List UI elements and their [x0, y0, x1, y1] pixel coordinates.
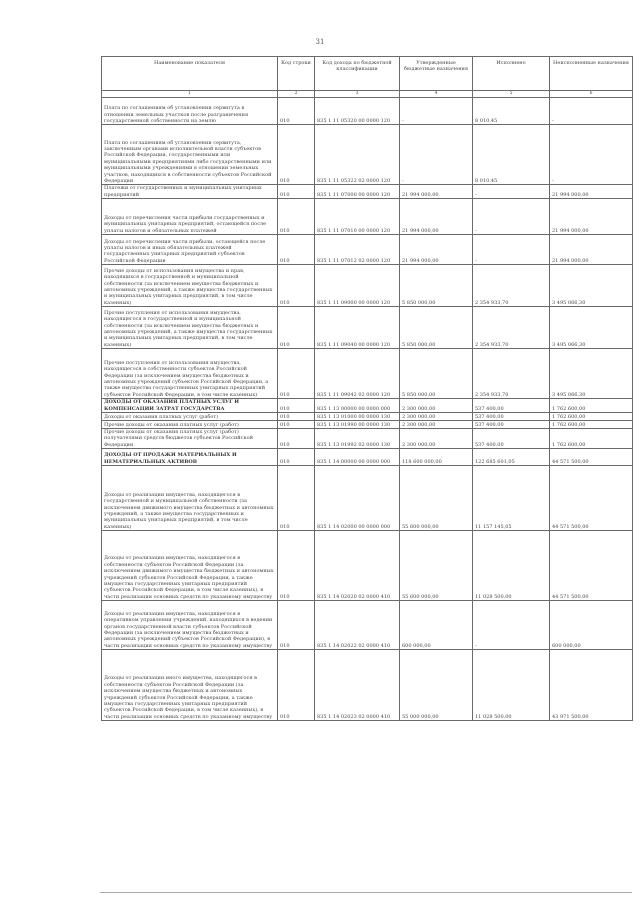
approved-amount-cell: 21 994 000,00	[400, 185, 473, 199]
budget-classification-code-cell: 835 1 11 05322 02 0000 120	[315, 125, 400, 185]
line-code-cell: 010	[278, 466, 315, 531]
executed-amount-cell: -	[473, 235, 550, 265]
column-number: 5	[473, 91, 550, 98]
name-cell: Платежи от государственных и муниципальных унитарных предприятий	[102, 185, 278, 199]
name-cell: Доходы от реализации имущества, находящегося в оперативном управлении учреждений, находящихся в ведении органов государственной власти субъектов Российской Федерации (за исключением имущества бюджетных и автономных учреждений субъектов Российской Федерации), в части реализации основных средств по указанному имуществу	[102, 601, 278, 650]
unexecuted-amount-cell: 3 495 066,30	[550, 265, 633, 307]
table-row	[102, 265, 633, 307]
executed-amount-cell: -	[473, 601, 550, 650]
budget-classification-code-cell: 835 1 13 01000 00 0000 130	[315, 413, 400, 421]
line-code-cell: 010	[278, 449, 315, 466]
unexecuted-amount-cell: -	[550, 125, 633, 185]
approved-amount-cell: 2 300 000,00	[400, 413, 473, 421]
unexecuted-amount-cell: 44 571 500,00	[550, 531, 633, 601]
table-row	[102, 466, 633, 531]
name-cell: ДОХОДЫ ОТ ОКАЗАНИЯ ПЛАТНЫХ УСЛУГ И КОМПЕНСАЦИИ ЗАТРАТ ГОСУДАРСТВА	[102, 399, 278, 413]
name-cell: Доходы от перечисления части прибыли, остающейся после уплаты налогов и иных обязательных платежей государственных унитарных предприятий субъектов Российской Федерации	[102, 235, 278, 265]
approved-amount-cell: 5 850 000,00	[400, 265, 473, 307]
approved-amount-cell: 2 300 000,00	[400, 421, 473, 429]
budget-classification-code-cell: 835 1 11 07010 00 0000 120	[315, 199, 400, 235]
name-cell: ДОХОДЫ ОТ ПРОДАЖИ МАТЕРИАЛЬНЫХ И НЕМАТЕРИАЛЬНЫХ АКТИВОВ	[102, 449, 278, 466]
name-cell: Доходы от оказания платных услуг (работ)	[102, 413, 278, 421]
line-code-cell: 010	[278, 98, 315, 125]
column-number: 3	[315, 91, 400, 98]
column-number-row	[102, 91, 633, 98]
name-cell: Плата по соглашениям об установлении сервитута, заключенным органами исполнительной власти субъектов Российской Федерации, государственными или муниципальными предприятиями либо государственными или муниципальными учреждениями в отношении земельных участков, находящихся в собственности субъектов Российской Федерации	[102, 125, 278, 185]
page-bottom-rule	[100, 892, 632, 893]
executed-amount-cell: 11 157 145,05	[473, 466, 550, 531]
unexecuted-amount-cell: 44 571 500,00	[550, 466, 633, 531]
table-row	[102, 601, 633, 650]
column-number: 2	[278, 91, 315, 98]
name-cell: Прочие доходы от оказания платных услуг (работ)	[102, 421, 278, 429]
unexecuted-amount-cell: 21 994 000,00	[550, 185, 633, 199]
approved-amount-cell: 55 600 000,00	[400, 466, 473, 531]
budget-classification-code-cell: 835 1 13 01990 00 0000 130	[315, 421, 400, 429]
unexecuted-amount-cell: 21 994 000,00	[550, 235, 633, 265]
budget-classification-code-cell: 835 1 13 01992 02 0000 130	[315, 429, 400, 449]
budget-classification-code-cell: 835 1 13 00000 00 0000 000	[315, 399, 400, 413]
executed-amount-cell: -	[473, 199, 550, 235]
executed-amount-cell: 2 354 933,70	[473, 307, 550, 349]
line-code-cell: 010	[278, 421, 315, 429]
executed-amount-cell: 2 354 933,70	[473, 349, 550, 399]
budget-execution-table	[101, 56, 633, 721]
table-row	[102, 650, 633, 721]
line-code-cell: 010	[278, 650, 315, 721]
name-cell: Прочие поступления от использования имущества, находящегося в собственности субъектов Российской Федерации (за исключением имущества бюджетных и автономных учреждений субъектов Российской Федерации, а также имущества государственных унитарных предприятий субъектов Российской Федерации, в том числе казенных)	[102, 349, 278, 399]
header-approved: Утвержденные бюджетные назначения	[400, 57, 473, 91]
line-code-cell: 010	[278, 307, 315, 349]
executed-amount-cell: 11 028 500,00	[473, 531, 550, 601]
line-code-cell: 010	[278, 235, 315, 265]
budget-classification-code-cell: 835 1 11 07012 02 0000 120	[315, 235, 400, 265]
table-row	[102, 185, 633, 199]
line-code-cell: 010	[278, 265, 315, 307]
executed-amount-cell: 537 400,00	[473, 413, 550, 421]
line-code-cell: 010	[278, 399, 315, 413]
header-name: Наименование показателя	[102, 57, 278, 91]
name-cell: Доходы от реализации имущества, находящегося в собственности субъектов Российской Федерации (за исключением движимого имущества бюджетных и автономных учреждений субъектов Российской Федерации, а также имущества государственных унитарных предприятий субъектов Российской Федерации, в том числе казенных), в части реализации основных средств по указанному имуществу	[102, 531, 278, 601]
header-kbk: Код дохода по бюджетной классификации	[315, 57, 400, 91]
unexecuted-amount-cell: -	[550, 98, 633, 125]
page-number: 31	[315, 38, 325, 46]
line-code-cell: 010	[278, 601, 315, 650]
approved-amount-cell: 5 850 000,00	[400, 307, 473, 349]
approved-amount-cell: 21 994 000,00	[400, 235, 473, 265]
line-code-cell: 010	[278, 349, 315, 399]
executed-amount-cell: 2 354 933,70	[473, 265, 550, 307]
column-number: 6	[550, 91, 633, 98]
column-number: 4	[400, 91, 473, 98]
budget-classification-code-cell: 835 1 14 00000 00 0000 000	[315, 449, 400, 466]
header-executed: Исполнено	[473, 57, 550, 91]
budget-classification-code-cell: 835 1 11 09042 02 0000 120	[315, 349, 400, 399]
unexecuted-amount-cell: 21 994 000,00	[550, 199, 633, 235]
line-code-cell: 010	[278, 413, 315, 421]
table-row	[102, 98, 633, 125]
budget-classification-code-cell: 835 1 11 07000 00 0000 120	[315, 185, 400, 199]
unexecuted-amount-cell: 600 000,00	[550, 601, 633, 650]
name-cell: Прочие доходы от использования имущества и прав, находящихся в государственной и муниципальной собственности (за исключением имущества бюджетных и автономных учреждений, а также имущества государственных и муниципальных унитарных предприятий, в том числе казенных)	[102, 265, 278, 307]
approved-amount-cell: -	[400, 98, 473, 125]
table-row	[102, 429, 633, 449]
header-code: Код строки	[278, 57, 315, 91]
executed-amount-cell: 11 028 500,00	[473, 650, 550, 721]
table-header-row	[102, 57, 633, 91]
table-row	[102, 421, 633, 429]
line-code-cell: 010	[278, 531, 315, 601]
approved-amount-cell: 600 000,00	[400, 601, 473, 650]
budget-classification-code-cell: 835 1 14 02022 02 0000 410	[315, 601, 400, 650]
budget-classification-code-cell: 835 1 11 09040 00 0000 120	[315, 307, 400, 349]
name-cell: Доходы от реализации иного имущества, находящегося в собственности субъектов Российской Федерации (за исключением имущества бюджетных и автономных учреждений субъектов Российской Федерации, а также имущества государственных унитарных предприятий субъектов Российской Федерации, в том числе казенных), в части реализации основных средств по указанному имуществу	[102, 650, 278, 721]
table-row	[102, 413, 633, 421]
approved-amount-cell: -	[400, 125, 473, 185]
executed-amount-cell: 537 400,00	[473, 399, 550, 413]
table-body	[102, 98, 633, 721]
approved-amount-cell: 2 300 000,00	[400, 429, 473, 449]
budget-classification-code-cell: 835 1 14 02020 02 0000 410	[315, 531, 400, 601]
name-cell: Доходы от перечисления части прибыли государственных и муниципальных унитарных предприятий, остающейся после уплаты налогов и обязательных платежей	[102, 199, 278, 235]
executed-amount-cell: 8 010,45	[473, 125, 550, 185]
unexecuted-amount-cell: 1 762 600,00	[550, 421, 633, 429]
approved-amount-cell: 55 000 000,00	[400, 650, 473, 721]
table-row	[102, 307, 633, 349]
table-row	[102, 125, 633, 185]
executed-amount-cell: 8 010,45	[473, 98, 550, 125]
unexecuted-amount-cell: 43 971 500,00	[550, 650, 633, 721]
approved-amount-cell: 2 300 000,00	[400, 399, 473, 413]
unexecuted-amount-cell: 44 571 500,00	[550, 449, 633, 466]
budget-classification-code-cell: 835 1 14 02023 02 0000 410	[315, 650, 400, 721]
executed-amount-cell: -	[473, 185, 550, 199]
approved-amount-cell: 21 994 000,00	[400, 199, 473, 235]
budget-classification-code-cell: 835 1 11 05320 00 0000 120	[315, 98, 400, 125]
unexecuted-amount-cell: 1 762 600,00	[550, 413, 633, 421]
column-number: 1	[102, 91, 278, 98]
name-cell: Плата по соглашениям об установлении сервитута в отношении земельных участков после разграничения государственной собственности на землю	[102, 98, 278, 125]
executed-amount-cell: 122 685 601,05	[473, 449, 550, 466]
approved-amount-cell: 5 850 000,00	[400, 349, 473, 399]
approved-amount-cell: 118 600 000,00	[400, 449, 473, 466]
approved-amount-cell: 55 600 000,00	[400, 531, 473, 601]
line-code-cell: 010	[278, 429, 315, 449]
line-code-cell: 010	[278, 125, 315, 185]
name-cell: Прочие поступления от использования имущества, находящегося в государственной и муниципальной собственности (за исключением имущества бюджетных и автономных учреждений, а также имущества государственных и муниципальных унитарных предприятий, в том числе казенных)	[102, 307, 278, 349]
name-cell: Прочие доходы от оказания платных услуг (работ) получателями средств бюджетов субъектов Российской Федерации	[102, 429, 278, 449]
budget-classification-code-cell: 835 1 11 09000 00 0000 120	[315, 265, 400, 307]
executed-amount-cell: 537 400,00	[473, 421, 550, 429]
line-code-cell: 010	[278, 185, 315, 199]
table-row	[102, 531, 633, 601]
line-code-cell: 010	[278, 199, 315, 235]
table-row	[102, 199, 633, 235]
unexecuted-amount-cell: 3 495 066,30	[550, 349, 633, 399]
unexecuted-amount-cell: 3 495 066,30	[550, 307, 633, 349]
table-row	[102, 349, 633, 399]
name-cell: Доходы от реализации имущества, находящегося в государственной и муниципальной собственности (за исключением движимого имущества бюджетных и автономных учреждений, а также имущества государственных и муниципальных унитарных предприятий, в том числе казенных)	[102, 466, 278, 531]
unexecuted-amount-cell: 1 762 600,00	[550, 429, 633, 449]
header-unexecuted: Неисполненные назначения	[550, 57, 633, 91]
table-row	[102, 399, 633, 413]
executed-amount-cell: 537 400,00	[473, 429, 550, 449]
budget-classification-code-cell: 835 1 14 02000 00 0000 000	[315, 466, 400, 531]
table-row	[102, 449, 633, 466]
unexecuted-amount-cell: 1 762 600,00	[550, 399, 633, 413]
table-row	[102, 235, 633, 265]
